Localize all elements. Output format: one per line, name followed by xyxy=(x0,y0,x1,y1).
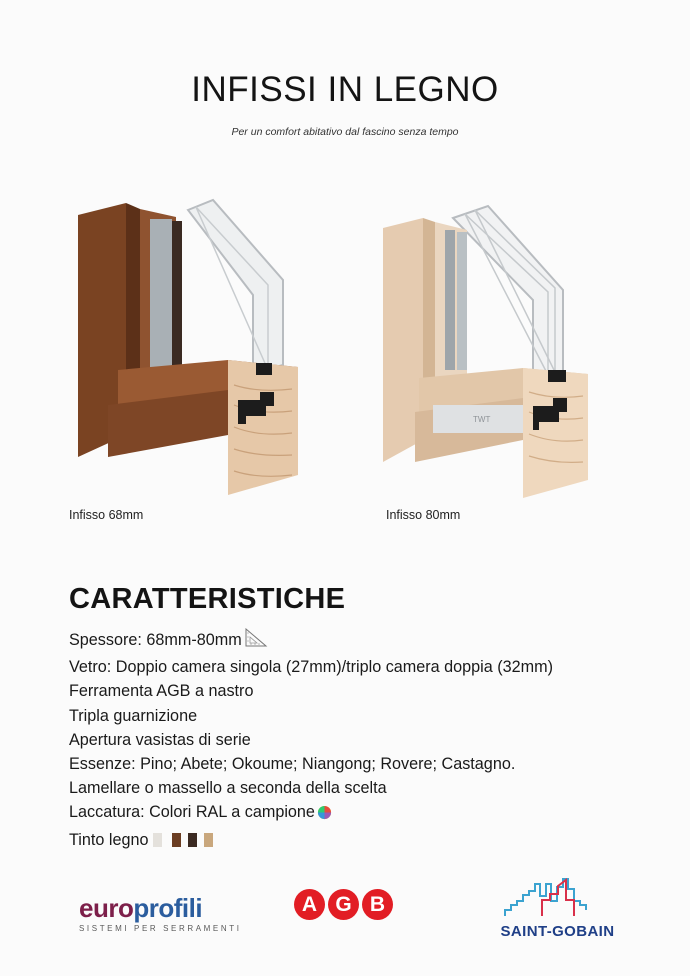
features-list xyxy=(69,628,553,852)
feature-item: Tinto legno xyxy=(69,828,553,852)
feature-item: Tripla guarnizione xyxy=(69,706,198,725)
saint-gobain-logo: SAINT-GOBAIN xyxy=(490,878,625,940)
product-image-80mm xyxy=(383,200,598,500)
wood-swatch-natural xyxy=(204,833,213,847)
europrofili-logo: europrofili SISTEMI PER SERRAMENTI xyxy=(79,893,242,933)
feature-item: Lamellare o massello a seconda della scelta xyxy=(69,779,387,798)
svg-text:TWT: TWT xyxy=(473,415,491,424)
feature-item: Vetro: Doppio camera singola (27mm)/triplo camera doppia (32mm) xyxy=(69,658,554,677)
wood-swatch-brown xyxy=(172,833,181,847)
features-title: CARATTERISTICHE xyxy=(69,583,346,615)
feature-item: Essenze: Pino; Abete; Okoume; Niangong; Rovere; Castagno. xyxy=(69,755,516,774)
feature-item: Ferramenta AGB a nastro xyxy=(69,682,254,701)
product-caption-80mm: Infisso 80mm xyxy=(386,508,461,522)
wood-swatch-dark xyxy=(188,833,197,847)
feature-item: Laccatura: Colori RAL a campione xyxy=(69,800,553,827)
color-wheel-icon xyxy=(317,803,332,827)
feature-item: Spessore: 68mm-80mm xyxy=(69,628,553,655)
product-image-68mm xyxy=(78,195,310,495)
wood-swatch-white xyxy=(153,833,162,847)
agb-logo: A G B xyxy=(294,889,393,920)
page-title: INFISSI IN LEGNO xyxy=(191,70,499,109)
triangle-ruler-icon xyxy=(244,628,268,655)
product-caption-68mm: Infisso 68mm xyxy=(69,508,144,522)
saint-gobain-skyline-icon xyxy=(490,878,625,920)
page-subtitle: Per un comfort abitativo dal fascino senza tempo xyxy=(231,126,459,138)
feature-item: Apertura vasistas di serie xyxy=(69,730,251,749)
